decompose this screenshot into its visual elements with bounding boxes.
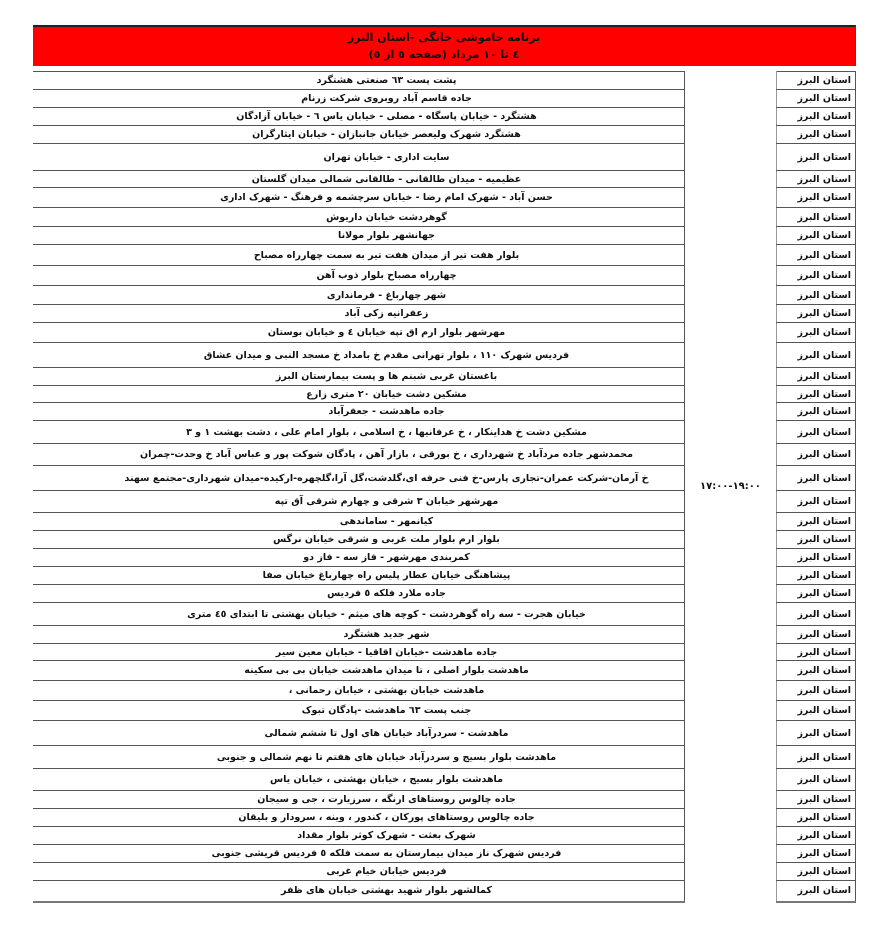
address-cell: پشت پست ٦٣ صنعتی هشتگرد <box>33 72 685 90</box>
address-cell: جنب پست ٦٣ ماهدشت -پادگان تبوک <box>33 701 685 721</box>
table-row <box>33 72 856 90</box>
province-cell: استان البرز <box>777 661 856 681</box>
province-cell: استان البرز <box>777 208 856 227</box>
address-cell: جاده چالوس روستاهای ارنگه ، سرزیارت ، جی و سیجان <box>33 791 685 809</box>
province-cell: استان البرز <box>777 266 856 286</box>
province-cell: استان البرز <box>777 286 856 305</box>
address-cell: هشتگرد - خیابان پاسگاه - مصلی - خیابان یاس ٦ - خیابان آزادگان <box>33 108 685 126</box>
province-cell: استان البرز <box>777 845 856 863</box>
address-cell: شهرک بعثت - شهرک کوثر بلوار مقداد <box>33 827 685 845</box>
address-cell: فردیس شهرک ناز میدان بیمارستان به سمت فلکه ٥ فردیس قریشی جنوبی <box>33 845 685 863</box>
document-date-range: ٤ تا ١٠ مرداد (صفحه ٥ از ٥) <box>368 48 520 61</box>
address-cell: مشکین دشت خیابان ۲۰ متری زارع <box>33 386 685 403</box>
address-cell: بلوار هفت تیر از میدان هفت تیر به سمت چهارراه مصباح <box>33 245 685 266</box>
province-cell: استان البرز <box>777 644 856 661</box>
province-cell: استان البرز <box>777 421 856 444</box>
address-cell: باغستان غربی شبنم ها و پست بیمارستان البرز <box>33 368 685 386</box>
province-cell: استان البرز <box>777 171 856 188</box>
address-cell: شهر جدید هشتگرد <box>33 626 685 644</box>
address-cell: چهارراه مصباح بلوار ذوب آهن <box>33 266 685 286</box>
province-cell: استان البرز <box>777 809 856 827</box>
document-title: برنامه خاموشی خانگی -استان البرز <box>347 31 541 44</box>
address-cell: هشتگرد شهرک ولیعصر خیابان جانبازان - خیابان ایثارگران <box>33 126 685 144</box>
outage-schedule-sheet <box>33 25 856 903</box>
address-cell: ماهدشت بلوار بسیج ، خیابان بهشتی ، خیابان یاس <box>33 769 685 791</box>
address-cell: جاده ملارد فلکه ٥ فردیس <box>33 585 685 603</box>
province-cell: استان البرز <box>777 368 856 386</box>
province-cell: استان البرز <box>777 746 856 769</box>
province-cell: استان البرز <box>777 466 856 491</box>
province-cell: استان البرز <box>777 881 856 902</box>
address-cell: زعفرانیه زکی آباد <box>33 305 685 323</box>
province-cell: استان البرز <box>777 791 856 809</box>
province-cell: استان البرز <box>777 701 856 721</box>
address-cell: کیانمهر - ساماندهی <box>33 513 685 531</box>
province-cell: استان البرز <box>777 769 856 791</box>
address-cell: خیابان هجرت - سه راه گوهردشت - کوچه های میثم - خیابان بهشتی تا ابتدای ٤٥ متری <box>33 603 685 626</box>
address-cell: کمربندی مهرشهر - فاز سه - فاز دو <box>33 549 685 567</box>
address-cell: جهانشهر بلوار مولانا <box>33 227 685 245</box>
address-cell: گوهردشت خیابان داریوش <box>33 208 685 227</box>
province-cell: استان البرز <box>777 126 856 144</box>
address-cell: کمالشهر بلوار شهید بهشتی خیابان های ظفر <box>33 881 685 902</box>
province-cell: استان البرز <box>777 681 856 701</box>
address-cell: پیشاهنگی خیابان عطار پلیس راه چهارباغ خیابان صفا <box>33 567 685 585</box>
province-cell: استان البرز <box>777 343 856 368</box>
address-cell: خ آرمان-شرکت عمران-تجاری پارس-خ فنی حرفه ای،گلدشت،گل آرا،گلچهره-ارکیده-میدان شهرداری-مجتمع سهند <box>33 466 685 491</box>
address-cell: فردیس شهرک ۱۱۰ ، بلوار تهرانی مقدم خ بامداد خ مسجد النبی و میدان عشاق <box>33 343 685 368</box>
address-cell: محمدشهر جاده مردآباد خ شهرداری ، خ بورقی ، بازار آهن ، پادگان شوکت پور و عباس آباد خ وحدت-چمران <box>33 444 685 466</box>
province-cell: استان البرز <box>777 444 856 466</box>
province-cell: استان البرز <box>777 513 856 531</box>
province-cell: استان البرز <box>777 585 856 603</box>
province-cell: استان البرز <box>777 90 856 108</box>
address-cell: جاده ماهدشت - جعفرآباد <box>33 403 685 421</box>
province-cell: استان البرز <box>777 323 856 343</box>
address-cell: فردیس خیابان خیام غربی <box>33 863 685 881</box>
address-cell: جاده قاسم آباد روبروی شرکت زرنام <box>33 90 685 108</box>
address-cell: ماهدشت بلوار اصلی ، تا میدان ماهدشت خیابان بی بی سکینه <box>33 661 685 681</box>
address-cell: حسن آباد - شهرک امام رضا - خیابان سرچشمه و فرهنگ - شهرک اداری <box>33 188 685 208</box>
province-cell: استان البرز <box>777 721 856 746</box>
province-cell: استان البرز <box>777 531 856 549</box>
province-cell: استان البرز <box>777 549 856 567</box>
outage-table <box>33 71 856 903</box>
province-cell: استان البرز <box>777 305 856 323</box>
province-cell: استان البرز <box>777 626 856 644</box>
outage-table-body <box>33 72 856 902</box>
title-banner <box>33 25 856 66</box>
province-cell: استان البرز <box>777 863 856 881</box>
province-cell: استان البرز <box>777 403 856 421</box>
province-cell: استان البرز <box>777 827 856 845</box>
address-cell: ماهدشت بلوار بسیج و سردرآباد خیابان های هفتم تا نهم شمالی و جنوبی <box>33 746 685 769</box>
address-cell: مهرشهر بلوار ارم اق تپه خیابان ٤ و خیابان بوستان <box>33 323 685 343</box>
province-cell: استان البرز <box>777 188 856 208</box>
province-cell: استان البرز <box>777 72 856 90</box>
address-cell: مهرشهر خیابان ۳ شرقی و چهارم شرقی آق تپه <box>33 491 685 513</box>
address-cell: مشکین دشت خ هداینکار ، خ عرفانیها ، خ اسلامی ، بلوار امام علی ، دشت بهشت ۱ و ۳ <box>33 421 685 444</box>
province-cell: استان البرز <box>777 227 856 245</box>
address-cell: ماهدشت - سردرآباد خیابان های اول تا ششم شمالی <box>33 721 685 746</box>
address-cell: ماهدشت خیابان بهشتی ، خیابان رحمانی ، <box>33 681 685 701</box>
address-cell: شهر چهارباغ - فرمانداری <box>33 286 685 305</box>
address-cell: بلوار ارم بلوار ملت غربی و شرقی خیابان نرگس <box>33 531 685 549</box>
address-cell: جاده چالوس روستاهای پورکان ، کندور ، وینه ، سرودار و بلیقان <box>33 809 685 827</box>
address-cell: عظیمیه - میدان طالقانی - طالقانی شمالی میدان گلستان <box>33 171 685 188</box>
province-cell: استان البرز <box>777 144 856 171</box>
province-cell: استان البرز <box>777 567 856 585</box>
province-cell: استان البرز <box>777 491 856 513</box>
province-cell: استان البرز <box>777 386 856 403</box>
address-cell: سایت اداری - خیابان تهران <box>33 144 685 171</box>
province-cell: استان البرز <box>777 108 856 126</box>
time-window-cell: ۱۷:۰۰-۱۹:۰۰ <box>685 72 777 902</box>
address-cell: جاده ماهدشت -خیابان اقاقیا - خیابان معین سیر <box>33 644 685 661</box>
province-cell: استان البرز <box>777 245 856 266</box>
province-cell: استان البرز <box>777 603 856 626</box>
